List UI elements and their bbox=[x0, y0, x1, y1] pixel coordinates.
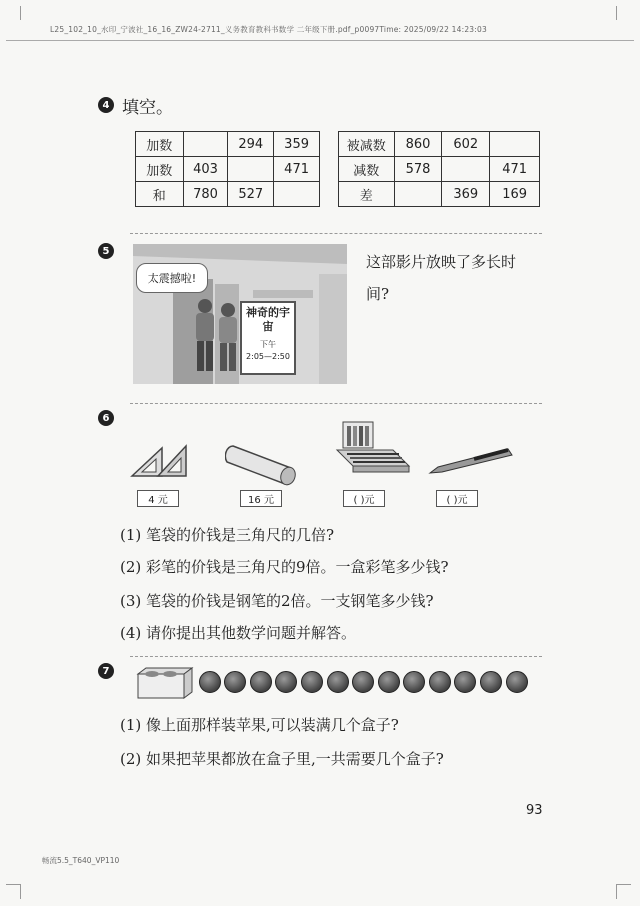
section-divider bbox=[130, 656, 542, 657]
table-cell: 和 bbox=[136, 182, 184, 207]
question-text: 这部影片放映了多长时间? bbox=[366, 253, 517, 303]
question-text: (1) 像上面那样装苹果,可以装满几个盒子? bbox=[120, 716, 399, 734]
table-cell bbox=[442, 157, 490, 182]
apple-icon bbox=[506, 671, 528, 693]
footer-info: 畅流5.5_T640_VP110 bbox=[42, 856, 120, 865]
question-number-badge: 6 bbox=[98, 410, 114, 426]
table-cell: 被减数 bbox=[339, 132, 395, 157]
table-cell: 860 bbox=[394, 132, 442, 157]
apple-icon bbox=[301, 671, 323, 693]
table-cell: 403 bbox=[183, 157, 228, 182]
apple-icon bbox=[250, 671, 272, 693]
section-divider bbox=[130, 233, 542, 234]
set-square-icon bbox=[130, 440, 190, 480]
table-cell bbox=[490, 132, 540, 157]
table-row bbox=[136, 157, 320, 182]
table-cell: 602 bbox=[442, 132, 490, 157]
subtraction-table bbox=[338, 131, 540, 207]
apple-icon bbox=[199, 671, 221, 693]
table-cell: 471 bbox=[490, 157, 540, 182]
section-divider bbox=[130, 403, 542, 404]
page-number: 93 bbox=[526, 803, 543, 818]
question-text: (2) 彩笔的价钱是三角尺的9倍。一盒彩笔多少钱? bbox=[120, 558, 449, 576]
question-number-badge: 7 bbox=[98, 663, 114, 679]
table-row bbox=[136, 182, 320, 207]
file-info-header: L25_102_10_水印_宁波社_16_16_ZW24-2711_义务教育教科书数学 二年级下册.pdf_p0097Time: 2025/09/22 14:23:03 bbox=[50, 25, 487, 34]
color-pen-box-icon bbox=[333, 418, 411, 478]
table-cell bbox=[183, 132, 228, 157]
question-number-badge: 4 bbox=[98, 97, 114, 113]
price-tag: 4 元 bbox=[137, 490, 179, 507]
question-text: (4) 请你提出其他数学问题并解答。 bbox=[120, 624, 357, 642]
table-cell: 加数 bbox=[136, 157, 184, 182]
table-cell: 578 bbox=[394, 157, 442, 182]
table-cell: 减数 bbox=[339, 157, 395, 182]
poster-time: 2:05—2:50 bbox=[246, 352, 290, 361]
table-cell: 差 bbox=[339, 182, 395, 207]
table-cell: 780 bbox=[183, 182, 228, 207]
price-tag: ( )元 bbox=[436, 490, 478, 507]
table-row bbox=[339, 132, 540, 157]
apple-icon bbox=[327, 671, 349, 693]
table-row bbox=[339, 182, 540, 207]
table-cell: 527 bbox=[228, 182, 274, 207]
header-rule bbox=[6, 40, 634, 41]
table-cell bbox=[274, 182, 320, 207]
table-row bbox=[136, 132, 320, 157]
table-cell: 471 bbox=[274, 157, 320, 182]
apple-icon bbox=[352, 671, 374, 693]
question-text: (2) 如果把苹果都放在盒子里,一共需要几个盒子? bbox=[120, 750, 444, 768]
price-tag: 16 元 bbox=[240, 490, 282, 507]
crop-mark bbox=[6, 884, 21, 899]
addition-table bbox=[135, 131, 320, 207]
table-cell: 369 bbox=[442, 182, 490, 207]
apple-icon bbox=[403, 671, 425, 693]
crop-mark bbox=[616, 6, 631, 20]
crop-mark bbox=[616, 884, 631, 899]
question-text: (3) 笔袋的价钱是钢笔的2倍。一支钢笔多少钱? bbox=[120, 592, 434, 610]
question-number-badge: 5 bbox=[98, 243, 114, 259]
apple-icon bbox=[378, 671, 400, 693]
poster-subtitle: 下午 bbox=[260, 340, 276, 349]
question-text: (1) 笔袋的价钱是三角尺的几倍? bbox=[120, 526, 335, 544]
question-title: 填空。 bbox=[122, 98, 173, 118]
fountain-pen-icon bbox=[428, 445, 514, 475]
speech-bubble: 太震撼啦! bbox=[136, 263, 208, 293]
apple-icon bbox=[429, 671, 451, 693]
table-cell: 294 bbox=[228, 132, 274, 157]
crop-mark bbox=[6, 6, 21, 20]
table-cell bbox=[228, 157, 274, 182]
apple-icon bbox=[454, 671, 476, 693]
table-cell: 359 bbox=[274, 132, 320, 157]
price-tag: ( )元 bbox=[343, 490, 385, 507]
table-cell: 加数 bbox=[136, 132, 184, 157]
poster-title: 神奇的宇宙 bbox=[246, 306, 290, 333]
table-cell: 169 bbox=[490, 182, 540, 207]
apple-icon bbox=[480, 671, 502, 693]
apple-icon bbox=[224, 671, 246, 693]
apple-icon bbox=[275, 671, 297, 693]
table-row bbox=[339, 157, 540, 182]
pencil-case-icon bbox=[225, 438, 305, 486]
table-cell bbox=[394, 182, 442, 207]
box-icon bbox=[136, 666, 196, 700]
